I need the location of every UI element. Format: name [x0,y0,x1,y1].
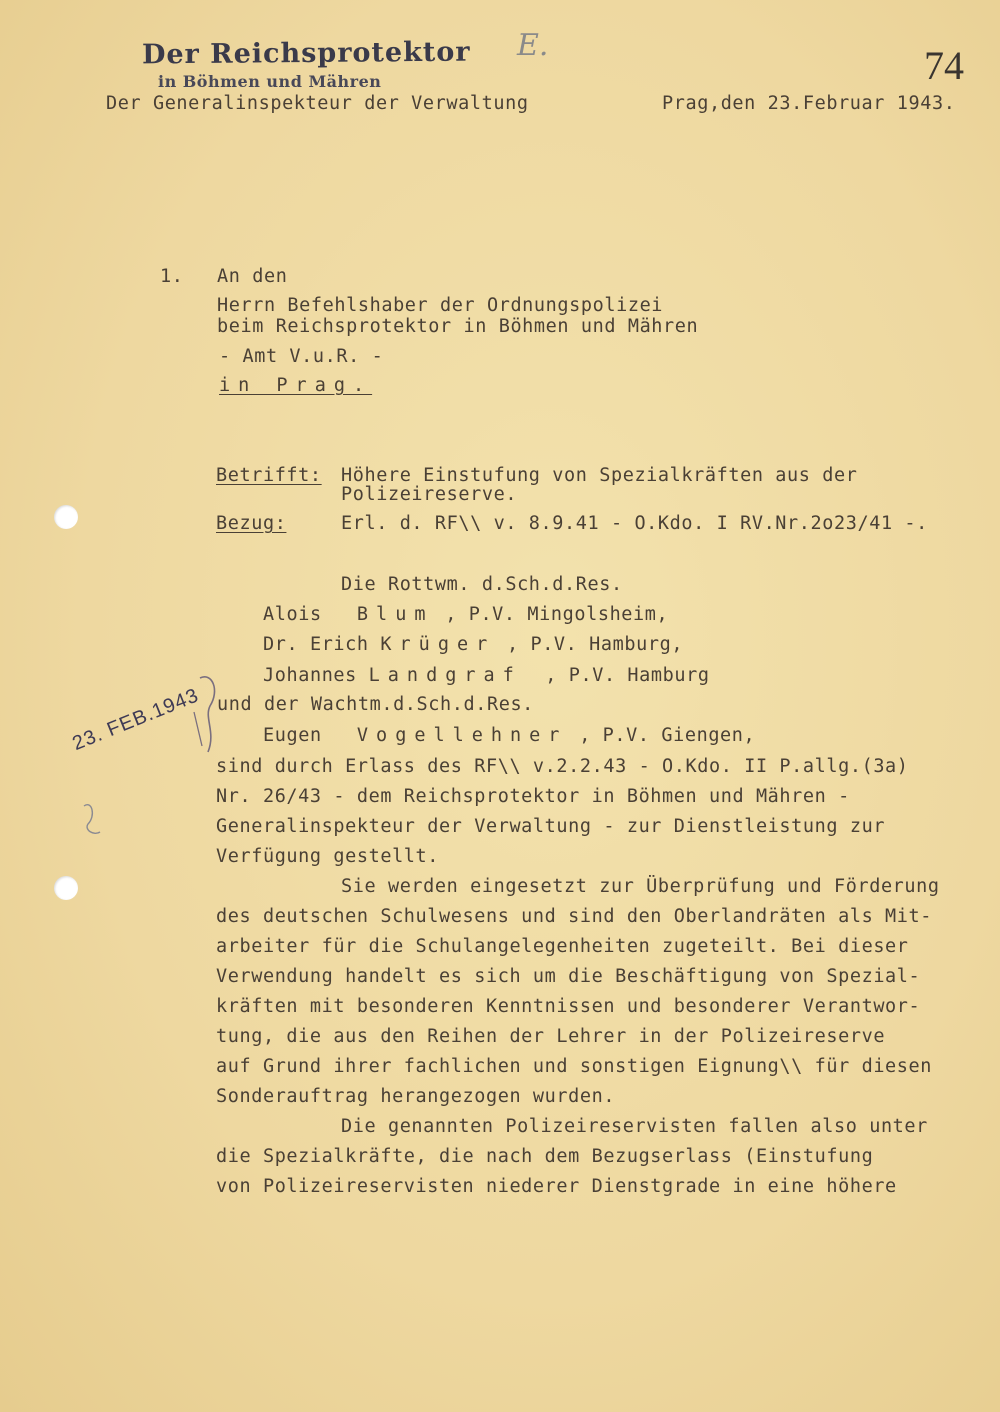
subject-label: Betrifft: [216,465,322,486]
list-item [263,727,755,746]
body-line: tung, die aus den Reihen der Lehrer in der Polizeireserve [216,1026,886,1047]
first-name: Dr. Erich [263,634,369,655]
location: , P.V. Hamburg [545,665,710,686]
body-line: kräften mit besonderen Kenntnissen und besonderer Verantwor- [216,996,921,1017]
first-name: Alois [263,604,322,625]
letterhead-stamp: Der Reichsprotektor [141,36,471,71]
pencil-mark: E. [517,28,549,63]
address-line: Herrn Befehlshaber der Ordnungspolizei [217,295,664,316]
body-line: die Spezialkräfte, die nach dem Bezugserlass (Einstufung [216,1146,874,1167]
body-line: auf Grund ihrer fachlichen und sonstigen Eignung\\ für diesen [216,1056,933,1077]
page-number: 74 [924,43,964,88]
reference-text: Erl. d. RF\\ v. 8.9.41 - O.Kdo. I RV.Nr.2o23/41 -. [341,513,928,534]
pencil-annotation [190,672,230,762]
address-line: beim Reichsprotektor in Böhmen und Mähren [217,316,699,337]
body-line: Nr. 26/43 - dem Reichsprotektor in Böhmen und Mähren - [216,786,850,807]
subject-text: Höhere Einstufung von Spezialkräften aus der [341,465,858,486]
list-intro: Die Rottwm. d.Sch.d.Res. [341,574,623,595]
place-date: Prag,den 23.Februar 1943. [662,93,956,114]
address-number: 1. [160,266,184,287]
body-line: Generalinspekteur der Verwaltung - zur Dienstleistung zur [216,816,886,837]
address-city: in Prag. [219,375,373,396]
body-line: arbeiter für die Schulangelegenheiten zugeteilt. Bei dieser [216,936,909,957]
body-line: von Polizeireservisten niederer Dienstgrade in eine höhere [216,1176,897,1197]
list-item [263,606,668,625]
sender-line: Der Generalinspekteur der Verwaltung [106,93,529,114]
surname: Krüger [380,634,496,655]
pencil-initials [78,796,108,846]
surname: Blum [356,604,434,625]
body-line: Die genannten Polizeireservisten fallen also unter [341,1116,928,1137]
body-line: Verfügung gestellt. [216,846,440,867]
list-item [263,636,683,655]
reference-label: Bezug: [216,513,287,534]
list-item [263,667,710,686]
address-line: - Amt V.u.R. - [219,346,384,367]
address-line: An den [217,266,288,287]
list-connector: und der Wachtm.d.Sch.d.Res. [217,694,534,715]
received-date-stamp: 23. FEB.1943 [69,684,203,756]
body-line: des deutschen Schulwesens und sind den Oberlandräten als Mit- [216,906,933,927]
surname: Vogellehner [356,725,568,746]
location: , P.V. Giengen, [579,725,756,746]
surname: Landgraf [368,665,522,686]
body-line: Sonderauftrag herangezogen wurden. [216,1086,616,1107]
body-line: sind durch Erlass des RF\\ v.2.2.43 - O.Kdo. II P.allg.(3a) [216,756,909,777]
subject-text: Polizeireserve. [341,484,518,505]
location: , P.V. Hamburg, [506,634,684,655]
punch-hole-top [54,505,78,529]
letterhead-stamp-subline: in Böhmen und Mähren [158,72,382,91]
punch-hole-bottom [54,876,78,900]
body-line: Verwendung handelt es sich um die Beschäftigung von Spezial- [216,966,921,987]
first-name: Eugen [263,725,322,746]
body-line: Sie werden eingesetzt zur Überprüfung und Förderung [341,876,940,897]
location: , P.V. Mingolsheim, [445,604,669,625]
first-name: Johannes [263,665,357,686]
